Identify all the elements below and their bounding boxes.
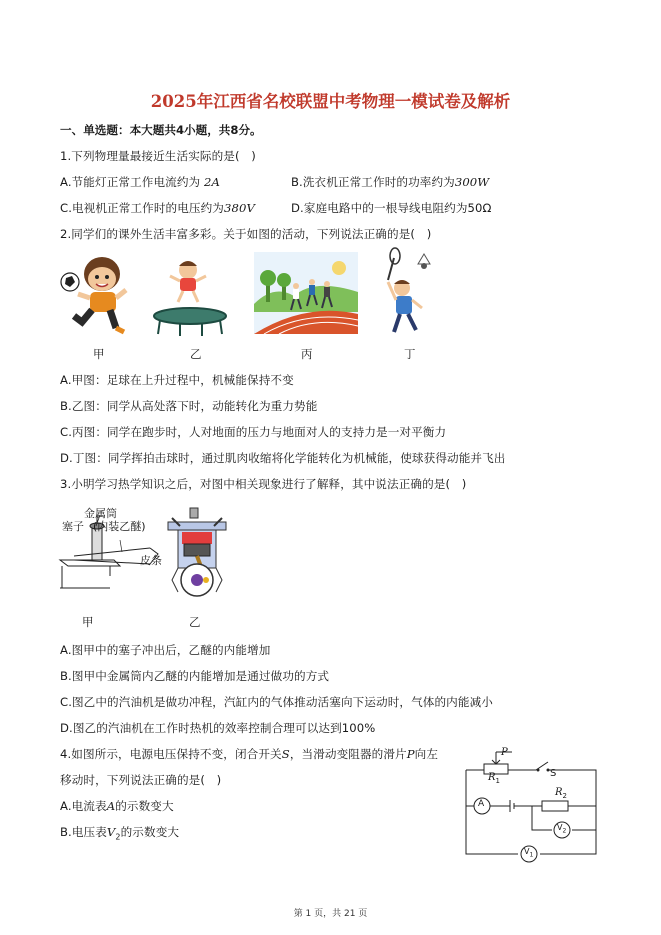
q2-caption-bing: 丙 <box>301 347 313 361</box>
q3-label-belt: 皮条 <box>140 554 162 567</box>
q3-stem: 3.小明学习热学知识之后，对图中相关现象进行了解释，其中说法正确的是( ) <box>60 477 467 491</box>
q1-option-c-value: 380V <box>224 201 255 215</box>
section-heading: 一、单选题：本大题共4小题，共8分。 <box>60 123 262 137</box>
q2-stem: 2.同学们的课外生活丰富多彩。关于如图的活动，下列说法正确的是( ) <box>60 227 432 241</box>
q3-label-plug: 塞子 <box>62 520 84 533</box>
circuit-label-r1: $R_1$ <box>488 772 500 785</box>
q3-caption-jia: 甲 <box>82 615 94 629</box>
q4-stem-line2: 移动时，下列说法正确的是( ) <box>60 773 222 787</box>
q4-option-a: A.电流表A的示数变大 <box>60 799 174 813</box>
q3-label-ether: (内装乙醚) <box>93 520 146 533</box>
q2-option-a: A.甲图：足球在上升过程中，机械能保持不变 <box>60 373 294 387</box>
circuit-label-r2: $R_2$ <box>555 787 567 800</box>
q4-stem-line1: 4.如图所示，电源电压保持不变，闭合开关S，当滑动变阻器的滑片P向左 <box>60 747 439 761</box>
q3-option-b: B.图甲中金属筒内乙醚的内能增加是通过做功的方式 <box>60 669 330 683</box>
paper-title: 2025年江西省名校联盟中考物理一模试卷及解析 <box>150 92 511 111</box>
q2-option-b: B.乙图：同学从高处落下时，动能转化为重力势能 <box>60 399 318 413</box>
q1-option-b-value: 300W <box>454 175 490 189</box>
q1-stem: 1.下列物理量最接近生活实际的是( ) <box>60 149 256 163</box>
q1-option-d-value: 50Ω <box>467 201 492 215</box>
q4-option-b: B.电压表$V_2$的示数变大 <box>60 825 180 842</box>
q2-caption-yi: 乙 <box>190 347 202 361</box>
circuit-label-v1: $V_1$ <box>524 847 534 859</box>
q2-caption-ding: 丁 <box>404 347 416 361</box>
q1-option-a-value: 2A <box>204 175 220 189</box>
q3-option-c: C.图乙中的汽油机是做功冲程，汽缸内的气体推动活塞向下运动时，气体的内能减小 <box>60 695 493 709</box>
q1-option-c: C.电视机正常工作时的电压约为380V <box>60 201 255 215</box>
q2-figure-jia-soccer <box>58 252 133 337</box>
q3-label-metal-tube: 金属筒 <box>84 507 117 520</box>
q2-option-d: D.丁图：同学挥拍击球时，通过肌肉收缩将化学能转化为机械能，使球获得动能并飞出 <box>60 451 506 465</box>
q2-figure-yi-trampoline <box>150 258 232 338</box>
q2-figure-bing-running <box>254 252 358 334</box>
q3-option-d: D.图乙的汽油机在工作时热机的效率控制合理可以达到100% <box>60 721 376 735</box>
q2-figure-ding-badminton <box>372 250 442 338</box>
circuit-label-p: P <box>501 747 508 758</box>
circuit-label-v2: $V_2$ <box>557 823 567 835</box>
q2-option-c: C.丙图：同学在跑步时，人对地面的压力与地面对人的支持力是一对平衡力 <box>60 425 447 439</box>
q3-figure-yi-engine <box>164 508 230 600</box>
q3-option-a: A.图甲中的塞子冲出后，乙醚的内能增加 <box>60 643 271 657</box>
q3-caption-yi: 乙 <box>189 615 201 629</box>
q2-caption-jia: 甲 <box>93 347 105 361</box>
circuit-label-s: S <box>550 768 557 779</box>
q1-option-a: A.节能灯正常工作电流约为 2A <box>60 175 220 189</box>
circuit-label-a: A <box>478 799 485 809</box>
page-footer: 第 1 页，共 21 页 <box>293 909 368 919</box>
q1-option-d: D.家庭电路中的一根导线电阻约为50Ω <box>291 201 492 215</box>
q1-option-b: B.洗衣机正常工作时的功率约为300W <box>291 175 490 189</box>
